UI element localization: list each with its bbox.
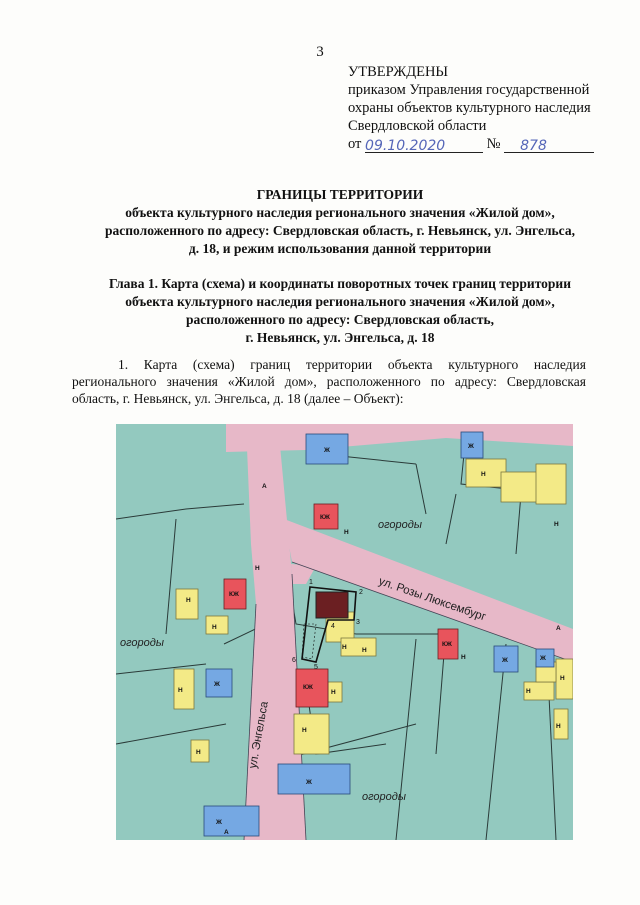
chapter-line-4: г. Невьянск, ул. Энгельса, д. 18 <box>245 330 435 345</box>
page-number: 3 <box>316 44 324 60</box>
svg-text:Н: Н <box>481 471 486 478</box>
title-line-2: объекта культурного наследия регионального значения «Жилой дом», <box>125 205 555 220</box>
svg-text:КЖ: КЖ <box>229 591 239 598</box>
svg-text:Ж: Ж <box>502 657 508 664</box>
svg-text:Ж: Ж <box>216 819 222 826</box>
approval-line-3: охраны объектов культурного наследия <box>348 100 591 116</box>
handwritten-date: 09.10.2020 <box>365 138 446 154</box>
heritage-object <box>316 592 348 618</box>
svg-text:А: А <box>556 625 561 632</box>
svg-text:Ж: Ж <box>324 447 330 454</box>
svg-text:Н: Н <box>554 521 559 528</box>
approval-date-line <box>348 136 594 153</box>
number-label: № <box>486 136 501 152</box>
svg-text:Н: Н <box>556 723 561 730</box>
chapter-line-1: Глава 1. Карта (схема) и координаты поворотных точек границ территории <box>109 276 571 291</box>
doc-title <box>60 186 620 258</box>
svg-text:КЖ: КЖ <box>303 684 313 691</box>
svg-text:Н: Н <box>560 675 565 682</box>
svg-text:Н: Н <box>196 749 201 756</box>
point-2: 2 <box>359 589 363 596</box>
svg-text:Н: Н <box>461 654 466 661</box>
svg-text:КЖ: КЖ <box>320 514 330 521</box>
svg-text:Ж: Ж <box>540 655 546 662</box>
svg-text:Н: Н <box>255 565 260 572</box>
chapter-heading <box>60 275 620 347</box>
point-5: 5 <box>314 664 318 671</box>
chapter-line-3: расположенного по адресу: Свердловская область, <box>185 312 495 327</box>
svg-text:Н: Н <box>212 624 217 631</box>
gardens-label-1: огороды <box>378 519 422 531</box>
svg-text:Ж: Ж <box>214 681 220 688</box>
handwritten-number: 878 <box>520 138 547 154</box>
svg-text:Н: Н <box>344 529 349 536</box>
gardens-label-2: огороды <box>120 637 164 649</box>
gardens-label-3: огороды <box>362 791 406 803</box>
point-6: 6 <box>292 657 296 664</box>
svg-text:Ж: Ж <box>306 779 312 786</box>
chapter-line-2: объекта культурного наследия регионального значения «Жилой дом», <box>125 294 555 309</box>
approval-line-1: УТВЕРЖДЕНЫ <box>348 64 449 80</box>
title-line-4: д. 18, и режим использования данной территории <box>188 241 492 256</box>
svg-text:Н: Н <box>362 647 367 654</box>
svg-text:Н: Н <box>302 727 307 734</box>
street-label-rosa: ул. Розы Люксембург <box>377 575 488 624</box>
svg-text:Н: Н <box>186 597 191 604</box>
point-3: 3 <box>356 619 360 626</box>
title-line-3: расположенного по адресу: Свердловская область, г. Невьянск, ул. Энгельса, <box>105 223 575 238</box>
territory-map <box>116 424 573 840</box>
approval-line-2: приказом Управления государственной <box>348 82 590 98</box>
approval-line-4: Свердловской области <box>348 118 487 134</box>
from-label: от <box>348 136 362 152</box>
point-1: 1 <box>309 579 313 586</box>
svg-text:Н: Н <box>178 687 183 694</box>
svg-text:А: А <box>262 483 267 490</box>
svg-text:Ж: Ж <box>468 443 474 450</box>
svg-text:Н: Н <box>331 689 336 696</box>
title-line-1: ГРАНИЦЫ ТЕРРИТОРИИ <box>256 187 424 202</box>
svg-text:А: А <box>224 829 229 836</box>
street-label-engels: ул. Энгельса <box>247 700 271 770</box>
svg-text:Н: Н <box>526 688 531 695</box>
svg-text:КЖ: КЖ <box>442 641 452 648</box>
svg-text:Н: Н <box>342 644 347 651</box>
point-4: 4 <box>331 623 335 630</box>
paragraph-1: 1. Карта (схема) границ территории объекта культурного наследия регионального значения «Жилой дом», расположенного по адресу: Свердловская область, г. Невьянск, ул. Энгельса, д. 18 (далее – Объект): <box>72 357 586 406</box>
